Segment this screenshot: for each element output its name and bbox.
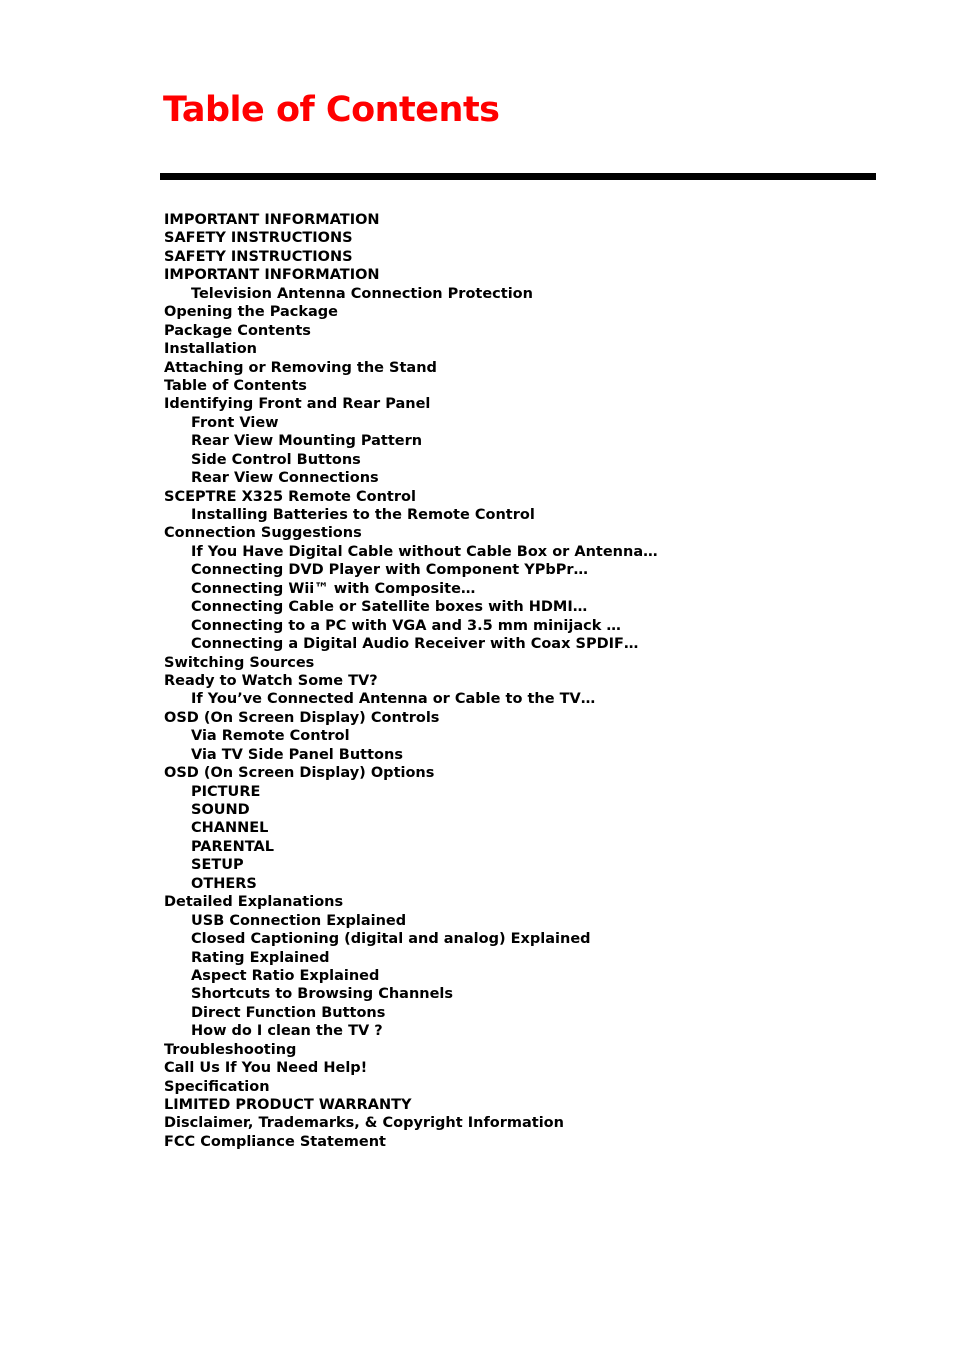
toc-subentry: Connecting to a PC with VGA and 3.5 mm minijack … <box>191 617 621 634</box>
toc-subentry: SETUP <box>191 857 244 874</box>
toc-subentry: CHANNEL <box>191 820 269 837</box>
toc-entry: SCEPTRE X325 Remote Control <box>164 488 416 505</box>
toc-subentry: Closed Captioning (digital and analog) Explained <box>191 931 591 948</box>
toc-subentry: Connecting a Digital Audio Receiver with Coax SPDIF… <box>191 636 639 653</box>
toc-entry: Ready to Watch Some TV? <box>164 672 378 689</box>
toc-entry: Package Contents <box>164 322 311 339</box>
toc-entry: SAFETY INSTRUCTIONS <box>164 248 353 265</box>
toc-subentry: SOUND <box>191 802 250 818</box>
toc-subentry: Aspect Ratio Explained <box>191 967 380 984</box>
toc-subentry: Via Remote Control <box>191 728 350 745</box>
toc-subentry: Connecting DVD Player with Component YPbPr… <box>191 562 589 579</box>
toc-entry: LIMITED PRODUCT WARRANTY <box>164 1097 412 1113</box>
toc-entry: Disclaimer, Trademarks, & Copyright Information <box>164 1115 564 1132</box>
toc-subentry: PARENTAL <box>191 838 274 855</box>
toc-subentry: Rear View Connections <box>191 470 379 487</box>
toc-subentry: If You’ve Connected Antenna or Cable to the TV… <box>191 691 596 708</box>
toc-entry: Table of Contents <box>164 377 307 394</box>
toc-entry: OSD (On Screen Display) Controls <box>164 709 440 726</box>
toc-subentry: Installing Batteries to the Remote Control <box>191 507 535 523</box>
toc-entry: Opening the Package <box>164 304 338 321</box>
toc-entry: IMPORTANT INFORMATION <box>164 212 380 228</box>
toc-entry: Troubleshooting <box>164 1041 297 1058</box>
toc-subentry: Rating Explained <box>191 949 330 966</box>
toc-subentry: If You Have Digital Cable without Cable Box or Antenna… <box>191 543 658 560</box>
toc-entry: Attaching or Removing the Stand <box>164 359 437 376</box>
toc-entry: SAFETY INSTRUCTIONS <box>164 230 353 247</box>
toc-subentry: OTHERS <box>191 875 257 892</box>
toc-subentry: Front View <box>191 414 279 431</box>
toc-entry: Detailed Explanations <box>164 894 344 911</box>
toc-subentry: Via TV Side Panel Buttons <box>191 746 403 763</box>
toc-entry: IMPORTANT INFORMATION <box>164 267 380 284</box>
toc-entry: Connection Suggestions <box>164 525 362 542</box>
toc-subentry: Connecting Cable or Satellite boxes with HDMI… <box>191 599 588 616</box>
toc-subentry: Connecting Wii™ with Composite… <box>191 580 476 597</box>
toc-subentry: How do I clean the TV ? <box>191 1023 383 1040</box>
toc-entry: Identifying Front and Rear Panel <box>164 396 431 413</box>
toc-subentry: Direct Function Buttons <box>191 1004 386 1021</box>
toc-subentry: PICTURE <box>191 783 261 800</box>
toc-entry: Switching Sources <box>164 654 315 671</box>
title-divider <box>160 173 876 180</box>
toc-list <box>164 211 864 1151</box>
toc-entry: OSD (On Screen Display) Options <box>164 765 435 782</box>
toc-entry: FCC Compliance Statement <box>164 1133 386 1150</box>
toc-entry: Installation <box>164 341 257 358</box>
toc-subentry: Shortcuts to Browsing Channels <box>191 986 454 1003</box>
page-title: Table of Contents <box>163 90 500 130</box>
toc-subentry: Television Antenna Connection Protection <box>191 285 533 302</box>
toc-subentry: USB Connection Explained <box>191 912 407 929</box>
toc-subentry: Side Control Buttons <box>191 451 361 468</box>
toc-entry: Call Us If You Need Help! <box>164 1060 368 1077</box>
toc-subentry: Rear View Mounting Pattern <box>191 433 423 450</box>
toc-entry: Specification <box>164 1078 270 1095</box>
